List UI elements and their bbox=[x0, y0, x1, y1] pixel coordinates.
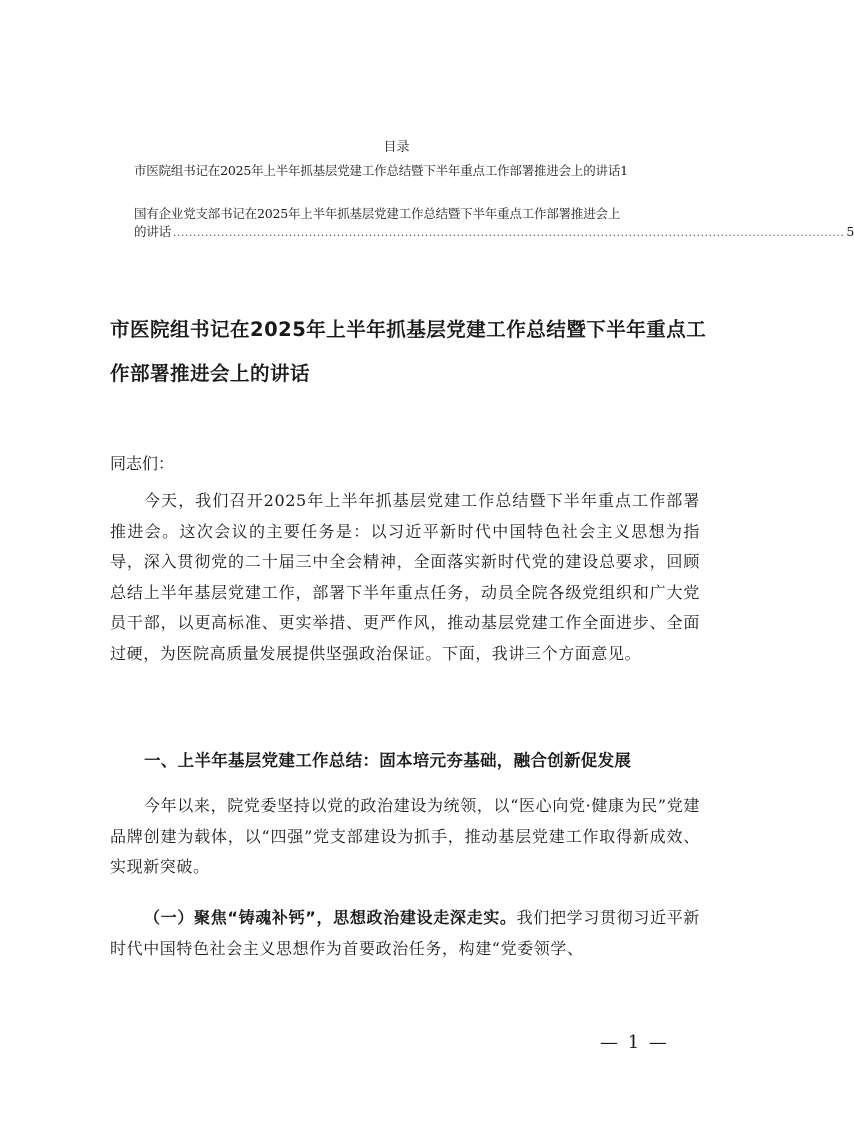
toc-entry-page: 1 bbox=[620, 163, 628, 178]
section-heading: 一、上半年基层党建工作总结：固本培元夯基础，融合创新促发展 bbox=[144, 751, 632, 770]
section-paragraph: 今年以来，院党委坚持以党的政治建设为统领，以“医心向党·健康为民”党建品牌创建为载体，以“四强”党支部建设为抓手，推动基层党建工作取得新成效、实现新突破。 bbox=[110, 796, 700, 876]
subsection-paragraph bbox=[110, 903, 700, 964]
greeting: 同志们： bbox=[110, 454, 175, 473]
document-title: 市医院组书记在2025年上半年抓基层党建工作总结暨下半年重点工作部署推进会上的讲话 bbox=[110, 318, 707, 385]
subsection-heading: （一）聚焦“铸魂补钙”，思想政治建设走深走实。 bbox=[144, 908, 517, 927]
toc-entry-text: 市医院组书记在2025年上半年抓基层党建工作总结暨下半年重点工作部署推进会上的讲话 bbox=[134, 163, 621, 178]
toc-entry-text-cont: 的讲话 bbox=[134, 224, 171, 239]
toc-entry-page: 5 bbox=[846, 224, 854, 239]
toc-leader-dots: ........................................................................................................................................................................ bbox=[172, 226, 845, 239]
page-number: — 1 — bbox=[600, 1032, 669, 1053]
toc-entry-1[interactable] bbox=[134, 162, 696, 180]
toc-entry-text: 国有企业党支部书记在2025年上半年抓基层党建工作总结暨下半年重点工作部署推进会上 bbox=[134, 206, 621, 221]
toc-entry-2[interactable] bbox=[134, 205, 854, 242]
subsection-body: 我们把学习贯彻习近平新时代中国特色社会主义思想作为首要政治任务，构建“党委领学、 bbox=[110, 908, 700, 958]
toc-title: 目录 bbox=[383, 140, 410, 155]
intro-paragraph: 今天，我们召开2025年上半年抓基层党建工作总结暨下半年重点工作部署推进会。这次会议的主要任务是：以习近平新时代中国特色社会主义思想为指导，深入贯彻党的二十届三中全会精神，全面落实新时代党的建设总要求，回顾总结上半年基层党建工作，部署下半年重点任务，动员全院各级党组织和广大党员干部，以更高标准、更实举措、更严作风，推动基层党建工作全面进步、全面过硬，为医院高质量发展提供坚强政治保证。下面，我讲三个方面意见。 bbox=[110, 491, 700, 663]
